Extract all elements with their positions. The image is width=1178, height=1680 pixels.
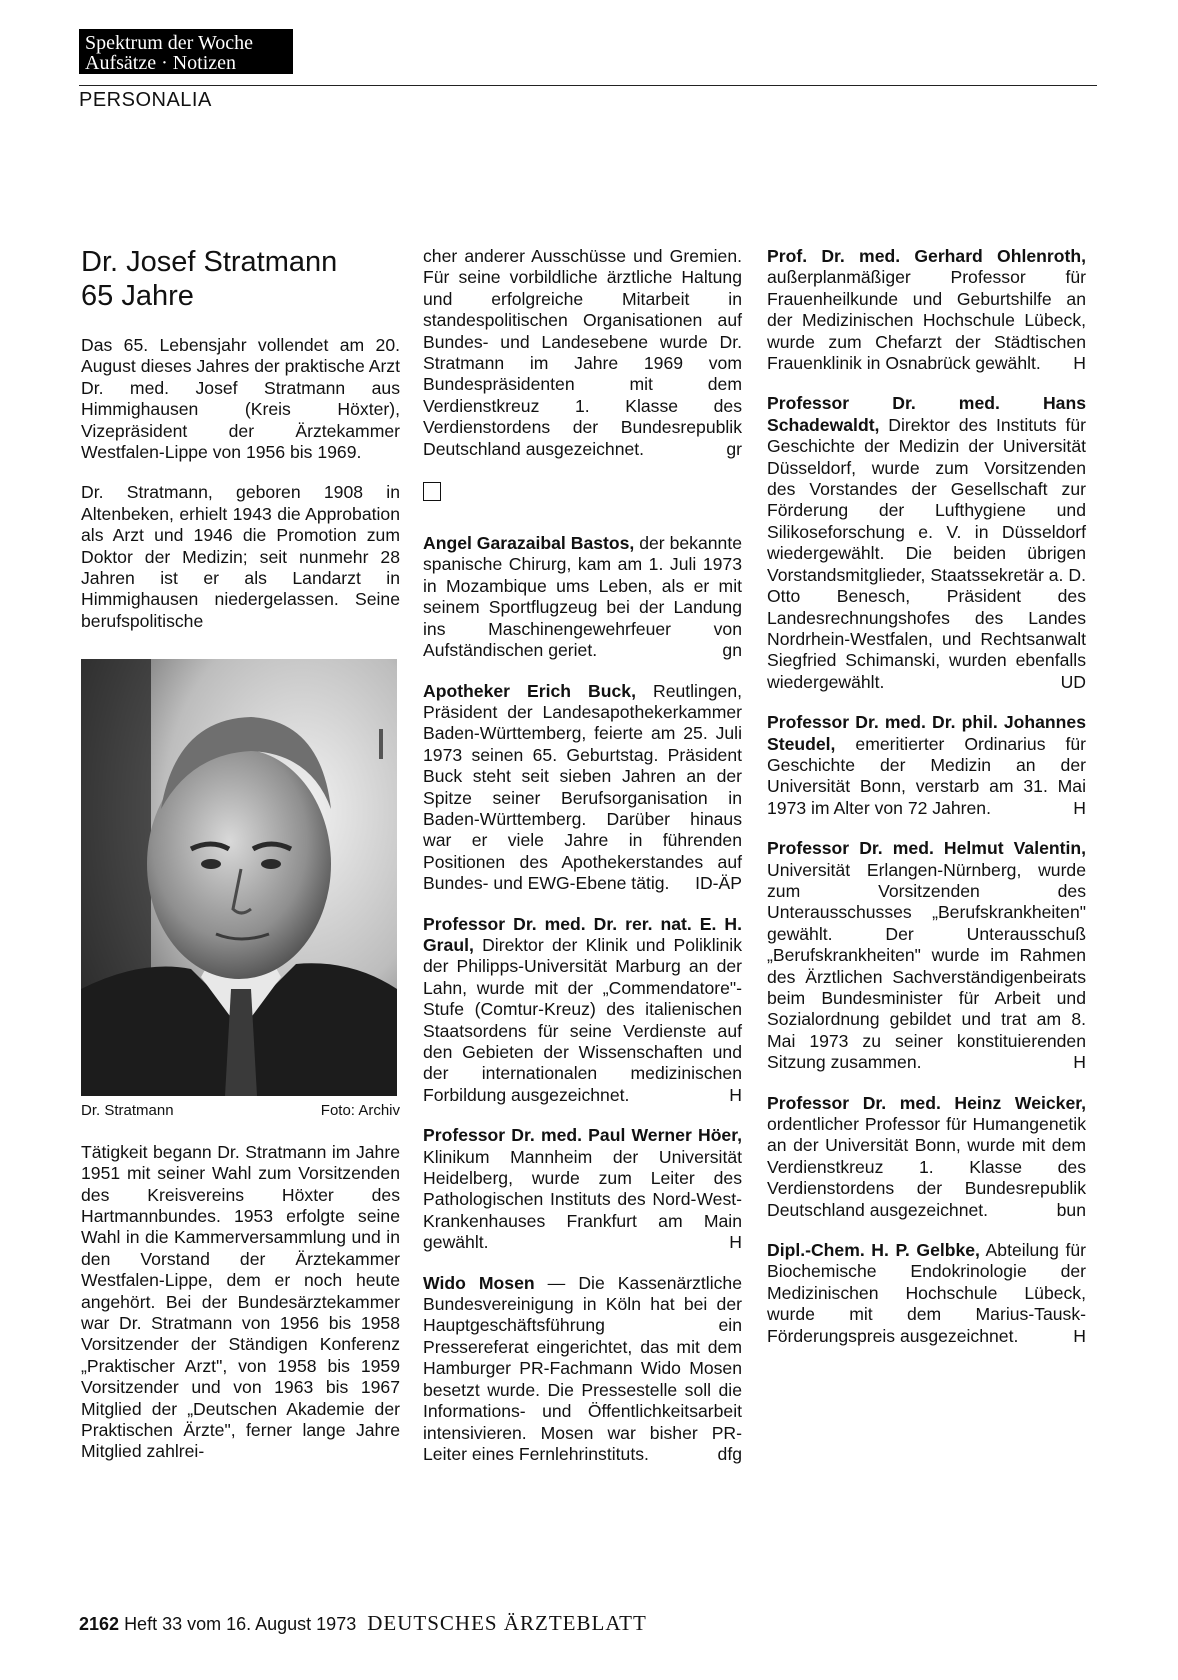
- news-item-name: Professor Dr. med. Dr. phil. Johannes Steudel,: [767, 712, 1086, 754]
- news-item: Professor Dr. med. Paul Werner Höer, Klinikum Mannheim der Universität Heidelberg, wurde zum Leiter des Pathologischen Instituts des Nord-West-Krankenhauses Frankfurt am Main gewählt. H: [423, 1125, 742, 1253]
- news-item: Professor Dr. med. Dr. rer. nat. E. H. Graul, Direktor der Klinik und Poliklinik der Philipps-Universität Marburg an der Lahn, wurde mit der „Commendatore"-Stufe (Comtur-Kreuz) des italienischen Staatsordens für seine Verdienste auf den Gebieten der Wissenschaften und der internationalen medizinischen Forbildung ausgezeichnet. H: [423, 913, 742, 1105]
- page-number: 2162: [79, 1614, 120, 1634]
- news-item-name: Apotheker Erich Buck,: [423, 680, 636, 701]
- news-item: Professor Dr. med. Hans Schadewaldt, Direktor des Instituts für Geschichte der Medizin der Universität Düsseldorf, wurde zum Vorsitzenden des Vorstandes der Gesellschaft zur Förderung der Lufthygiene und Silikoseforschung e. V. in Düsseldorf wiedergewählt. Die beiden übrigen Vorstandsmitglieder, Staatssekretär a. D. Otto Benesch, Präsident des Landesrechnungshofes des Landes Nordrhein-Westfalen, und Rechtsanwalt Siegfried Schimanski, wurden ebenfalls wiedergewählt. UD: [767, 393, 1086, 692]
- news-item-signature: H: [1073, 1052, 1086, 1073]
- separator-box-icon: [423, 482, 441, 501]
- news-item-name: Professor Dr. med. Dr. rer. nat. E. H. Graul,: [423, 913, 742, 955]
- news-item: Professor Dr. med. Heinz Weicker, ordentlicher Professor für Humangenetik an der Universität Bonn, wurde mit dem Verdienstkreuz 1. Klasse des Verdienstordens der Bundesrepublik Deutschland ausgezeichnet. bun: [767, 1092, 1086, 1220]
- news-item: Professor Dr. med. Dr. phil. Johannes Steudel, emeritierter Ordinarius für Geschichte der Medizin an der Universität Bonn, verstarb am 31. Mai 1973 im Alter von 72 Jahren. H: [767, 712, 1086, 818]
- news-item-signature: bun: [1056, 1199, 1086, 1220]
- article-paragraph: Das 65. Lebensjahr vollendet am 20. August dieses Jahres der praktische Arzt Dr. med. Josef Stratmann aus Himmighausen (Kreis Höxter), Vizepräsident der Ärztekammer Westfalen-Lippe von 1956 bis 1969.: [81, 335, 400, 463]
- news-item-name: Professor Dr. med. Paul Werner Höer,: [423, 1125, 742, 1146]
- portrait-photo: [81, 659, 397, 1096]
- news-item-name: Professor Dr. med. Hans Schadewaldt,: [767, 393, 1086, 435]
- portrait-image: [81, 659, 397, 1096]
- category-heading: PERSONALIA: [79, 89, 212, 111]
- news-item: Apotheker Erich Buck, Reutlingen, Präsident der Landesapothekerkammer Baden-Württemberg, feierte am 25. Juli 1973 seinen 65. Geburtstag. Präsident Buck steht seit sieben Jahren an der Spitze seiner Berufsorganisation in Baden-Württemberg. Darüber hinaus war er viele Jahre in führenden Positionen des Apothekerstandes auf Bundes- und EWG-Ebene tätig. ID-ÄP: [423, 680, 742, 894]
- news-item-name: Professor Dr. med. Helmut Valentin,: [767, 838, 1086, 859]
- news-item-name: Angel Garazaibal Bastos,: [423, 533, 635, 554]
- title-line2: 65 Jahre: [81, 280, 194, 312]
- section-label-line1: Spektrum der Woche: [85, 32, 253, 54]
- article-paragraph: Dr. Stratmann, geboren 1908 in Altenbeken, erhielt 1943 die Approbation als Arzt und 1946 die Promotion zum Doktor der Medizin; seit nunmehr 28 Jahren ist er als Landarzt in Himmighausen niedergelassen. Seine berufspolitische: [81, 482, 400, 631]
- news-item-signature: gn: [722, 640, 742, 661]
- news-item: Prof. Dr. med. Gerhard Ohlenroth, außerplanmäßiger Professor für Frauenheilkunde und Geburtshilfe an der Medizinischen Hochschule Lübeck, wurde zum Chefarzt der Städtischen Frauenklinik in Osnabrück gewählt. H: [767, 246, 1086, 374]
- caption-subject: Dr. Stratmann: [81, 1102, 174, 1120]
- news-item-signature: H: [1073, 1325, 1086, 1346]
- author-signature: gr: [726, 438, 742, 459]
- column-1: [81, 245, 400, 1482]
- section-label-box: [79, 29, 293, 74]
- news-item-name: Prof. Dr. med. Gerhard Ohlenroth,: [767, 246, 1086, 266]
- news-item-signature: H: [1073, 353, 1086, 374]
- news-item-name: Wido Mosen: [423, 1272, 535, 1293]
- caption-credit: Foto: Archiv: [320, 1102, 400, 1120]
- news-item-name: Professor Dr. med. Heinz Weicker,: [767, 1092, 1086, 1113]
- photo-caption: [81, 1100, 400, 1121]
- news-item-name: Dipl.-Chem. H. P. Gelbke,: [767, 1240, 980, 1261]
- article-paragraph: Tätigkeit begann Dr. Stratmann im Jahre 1951 mit seiner Wahl zum Vorsitzenden des Kreisvereins Höxter des Hartmannbundes. 1953 erfolgte seine Wahl in die Kammerversammlung und in den Vorstand der Ärztekammer Westfalen-Lippe, dem er noch heute angehört. Bei der Bundesärztekammer war Dr. Stratmann von 1956 bis 1958 Vorsitzender der Ständigen Konferenz „Praktischer Arzt", von 1958 bis 1959 Vorsitzender und von 1963 bis 1967 Mitglied der „Deutschen Akademie der Praktischen Ärzte", ferner lange Jahre Mitglied zahlrei-: [81, 1141, 400, 1462]
- news-item-signature: ID-ÄP: [695, 873, 742, 894]
- news-item-signature: H: [729, 1232, 742, 1253]
- column-3: [767, 246, 1086, 1366]
- column-2: [423, 246, 742, 1465]
- article-paragraph: cher anderer Ausschüsse und Gremien. Für seine vorbildliche ärztliche Haltung und erfolgreiche Mitarbeit in standespolitischen Organisationen auf Bundes- und Landesebene wurde Dr. Stratmann im Jahre 1969 vom Bundespräsidenten mit dem Verdienstkreuz 1. Klasse des Verdienstordens der Bundesrepublik Deutschland ausgezeichnet. gr: [423, 246, 742, 459]
- title-line1: Dr. Josef Stratmann: [81, 246, 338, 278]
- magazine-name: DEUTSCHES ÄRZTEBLATT: [367, 1611, 647, 1635]
- news-item-signature: H: [1073, 797, 1086, 818]
- news-item-signature: UD: [1060, 671, 1086, 692]
- page-footer: [79, 1611, 647, 1636]
- news-item: Angel Garazaibal Bastos, der bekannte spanische Chirurg, kam am 1. Juli 1973 in Mozambique ums Leben, als er mit seinem Sportflugzeug bei der Landung ins Maschinengewehrfeuer von Aufständischen geriet. gn: [423, 533, 742, 661]
- article-title: [81, 245, 400, 313]
- news-item: Professor Dr. med. Helmut Valentin, Universität Erlangen-Nürnberg, wurde zum Vorsitzenden des Unterausschusses „Berufskrankheiten" gewählt. Der Unterausschuß „Berufskrankheiten" wurde im Rahmen des Ärztlichen Sachverständigenbeirats beim Bundesminister für Arbeit und Sozialordnung gebildet und trat am 8. Mai 1973 zu seiner konstituierenden Sitzung zusammen. H: [767, 838, 1086, 1073]
- issue-info: Heft 33 vom 16. August 1973: [124, 1614, 357, 1634]
- section-label-line2: Aufsätze · Notizen: [85, 52, 237, 74]
- header-rule: [79, 85, 1097, 86]
- news-item-signature: dfg: [717, 1443, 742, 1464]
- news-item-signature: H: [729, 1084, 742, 1105]
- news-item: Wido Mosen — Die Kassenärztliche Bundesvereinigung in Köln hat bei der Hauptgeschäftsführung ein Pressereferat eingerichtet, das mit dem Hamburger PR-Fachmann Wido Mosen besetzt wurde. Die Pressestelle soll die Informations- und Öffentlichkeitsarbeit intensivieren. Mosen war bisher PR-Leiter eines Fernlehrinstituts. dfg: [423, 1272, 742, 1464]
- news-item: Dipl.-Chem. H. P. Gelbke, Abteilung für Biochemische Endokrinologie der Medizinischen Hochschule Lübeck, wurde mit dem Marius-Tausk-Förderungspreis ausgezeichnet. H: [767, 1240, 1087, 1346]
